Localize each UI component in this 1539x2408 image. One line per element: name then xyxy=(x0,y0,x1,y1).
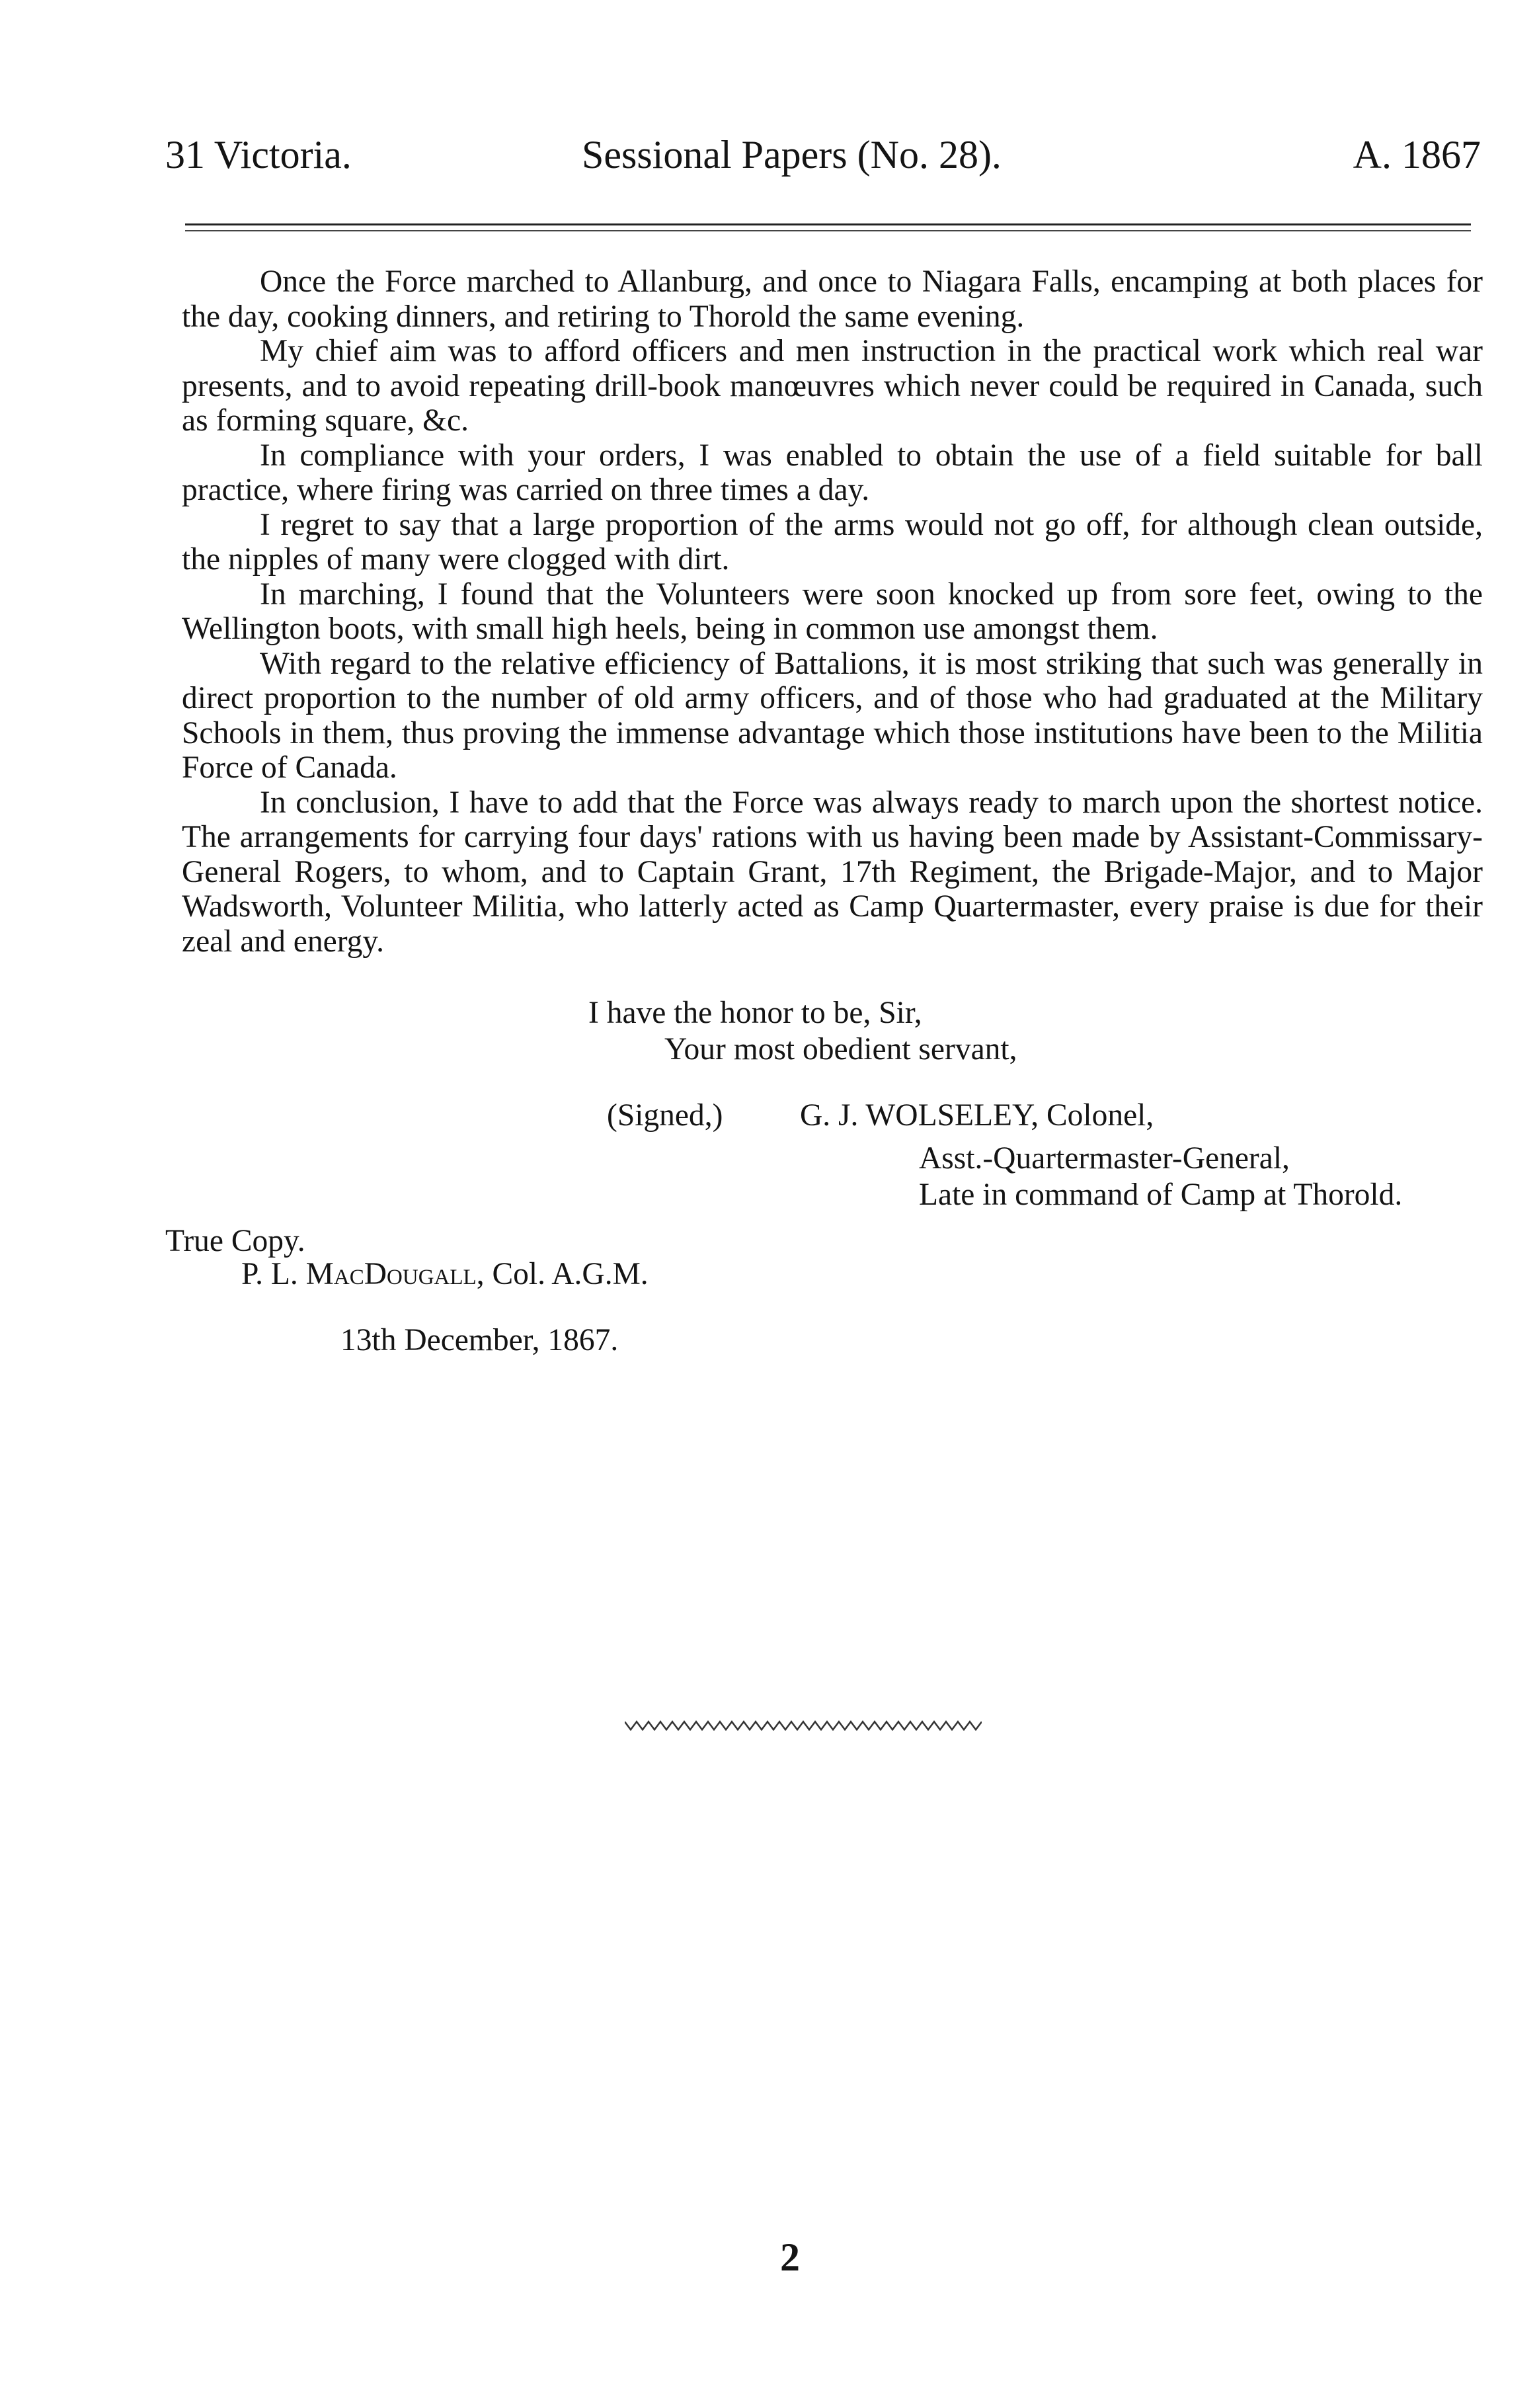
copy-surname: MacDougall, xyxy=(305,1257,485,1291)
header-rule-bottom xyxy=(185,230,1471,231)
page-header xyxy=(165,132,1481,185)
paragraph: With regard to the relative efficiency of Battalions, it is most striking that such was generally in direct proportion to the number of old army officers, and of those who had graduated at the Military Schools in them, thus proving the immense advantage which those institutions have been to the Militia Force of Canada. xyxy=(182,646,1483,785)
paragraph: In conclusion, I have to add that the Force was always ready to march upon the shortest notice. The arrangements for carrying four days' rations with us having been made by Assistant-Commissary-General Rogers, to whom, and to Captain Grant, 17th Regiment, the Brigade-Major, and to Major Wadsworth, Volunteer Militia, who latterly acted as Camp Quartermaster, every praise is due for their zeal and energy. xyxy=(182,785,1483,959)
paragraph: In compliance with your orders, I was enabled to obtain the use of a field suitable for ball practice, where firing was carried on three times a day. xyxy=(182,438,1483,507)
closing-line-1: I have the honor to be, Sir, xyxy=(588,996,922,1030)
letter-date: 13th December, 1867. xyxy=(340,1323,619,1357)
signed-label: (Signed,) xyxy=(607,1098,723,1133)
header-right: A. 1867 xyxy=(1353,133,1481,177)
section-ornament xyxy=(625,1718,982,1734)
letter-body xyxy=(182,264,1483,959)
signature-title-2: Late in command of Camp at Thorold. xyxy=(919,1178,1403,1212)
header-center: Sessional Papers (No. 28). xyxy=(582,133,1002,177)
paragraph: I regret to say that a large proportion of the arms would not go off, for although clean outside, the nipples of many were clogged with dirt. xyxy=(182,507,1483,577)
header-rule-top xyxy=(185,223,1471,225)
header-left: 31 Victoria. xyxy=(165,133,352,177)
page-number: 2 xyxy=(780,2235,800,2279)
paragraph: In marching, I found that the Volunteers were soon knocked up from sore feet, owing to the Wellington boots, with small high heels, being in common use amongst them. xyxy=(182,577,1483,646)
true-copy-label: True Copy. xyxy=(165,1224,305,1258)
closing-line-2: Your most obedient servant, xyxy=(664,1032,1017,1066)
true-copy-signature xyxy=(241,1256,649,1292)
copy-initials: P. L. xyxy=(241,1257,298,1291)
paragraph: My chief aim was to afford officers and men instruction in the practical work which real war presents, and to avoid repeating drill-book manœuvres which never could be required in Canada, such as forming square, &c. xyxy=(182,334,1483,438)
signature-name: G. J. WOLSELEY, Colonel, xyxy=(800,1098,1154,1133)
copy-rank: Col. A.G.M. xyxy=(492,1257,649,1291)
signature-title-1: Asst.-Quartermaster-General, xyxy=(919,1141,1290,1176)
paragraph: Once the Force marched to Allanburg, and once to Niagara Falls, encamping at both places for the day, cooking dinners, and retiring to Thorold the same evening. xyxy=(182,264,1483,334)
